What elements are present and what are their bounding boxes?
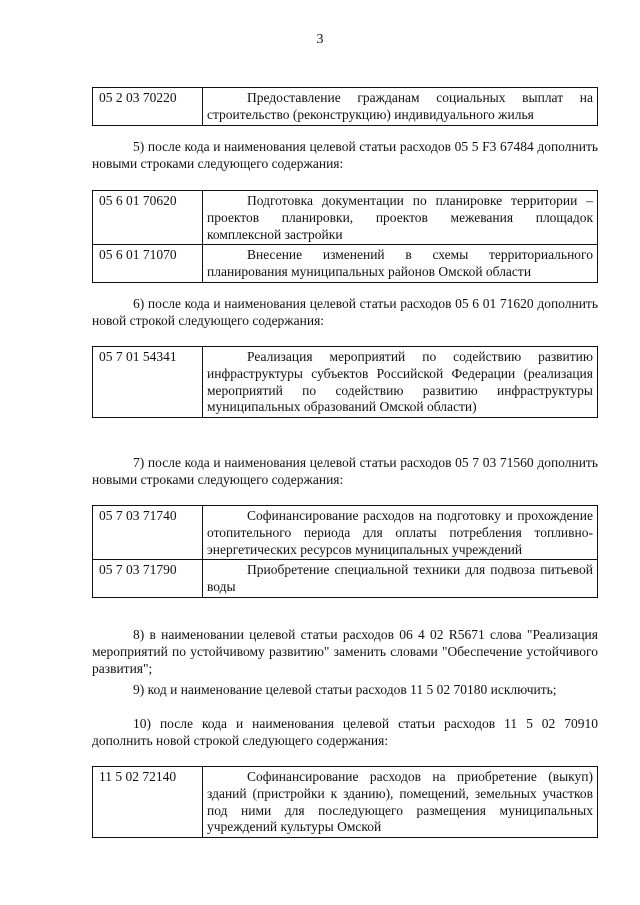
table-entry-05-2-03-70220 — [92, 87, 598, 126]
budget-code-cell: 11 5 02 72140 — [93, 767, 203, 838]
budget-item-name-cell: Внесение изменений в схемы территориального планирования муниципальных районов Омской области — [203, 245, 598, 283]
table-new-row-11-5-02 — [92, 766, 598, 838]
table-new-rows-05-7-03 — [92, 505, 598, 598]
paragraph-8: 8) в наименовании целевой статьи расходов 06 4 02 R5671 слова "Реализация мероприятий по устойчивому развитию" заменить словами "Обеспечение устойчивого развития"; — [92, 627, 598, 676]
paragraph-6: 6) после кода и наименования целевой статьи расходов 05 6 01 71620 дополнить новой строкой следующего содержания: — [92, 296, 598, 328]
budget-item-name-cell: Софинансирование расходов на подготовку и прохождение отопительного периода для оплаты потребления топливно-энергетических ресурсов муниципальных учреждений — [203, 506, 598, 560]
budget-item-name-cell: Подготовка документации по планировке территории – проектов планировки, проектов межевания площадок комплексной застройки — [203, 191, 598, 245]
paragraph-10: 10) после кода и наименования целевой статьи расходов 11 5 02 70910 дополнить новой строкой следующего содержания: — [92, 716, 598, 748]
page-number: 3 — [316, 32, 324, 47]
paragraph-5: 5) после кода и наименования целевой статьи расходов 05 5 F3 67484 дополнить новыми строками следующего содержания: — [92, 139, 598, 171]
table-row — [93, 506, 598, 560]
table-new-row-05-7-01 — [92, 346, 598, 418]
budget-code-cell: 05 7 03 71740 — [93, 506, 203, 560]
table-new-rows-05-6-01 — [92, 190, 598, 283]
table-row — [93, 191, 598, 245]
budget-code-cell: 05 6 01 71070 — [93, 245, 203, 283]
budget-code-cell: 05 7 01 54341 — [93, 347, 203, 418]
budget-code-cell: 05 7 03 71790 — [93, 560, 203, 598]
table-row — [93, 347, 598, 418]
table-row — [93, 767, 598, 838]
budget-code-cell: 05 6 01 70620 — [93, 191, 203, 245]
table-row — [93, 560, 598, 598]
budget-item-name-cell: Приобретение специальной техники для подвоза питьевой воды — [203, 560, 598, 598]
budget-item-name-cell: Софинансирование расходов на приобретение (выкуп) зданий (пристройки к зданию), помещений, земельных участков под ними для последующего размещения муниципальных учреждений культуры Омской — [203, 767, 598, 838]
budget-item-name-cell: Предоставление гражданам социальных выплат на строительство (реконструкцию) индивидуального жилья — [203, 88, 598, 126]
table-row — [93, 88, 598, 126]
paragraph-7: 7) после кода и наименования целевой статьи расходов 05 7 03 71560 дополнить новыми строками следующего содержания: — [92, 455, 598, 487]
paragraph-9: 9) код и наименование целевой статьи расходов 11 5 02 70180 исключить; — [133, 682, 557, 697]
budget-item-name-cell: Реализация мероприятий по содействию развитию инфраструктуры субъектов Российской Федерации (реализация мероприятий по содействию развитию инфраструктуры муниципальных образований Омской области) — [203, 347, 598, 418]
budget-code-cell: 05 2 03 70220 — [93, 88, 203, 126]
table-row — [93, 245, 598, 283]
